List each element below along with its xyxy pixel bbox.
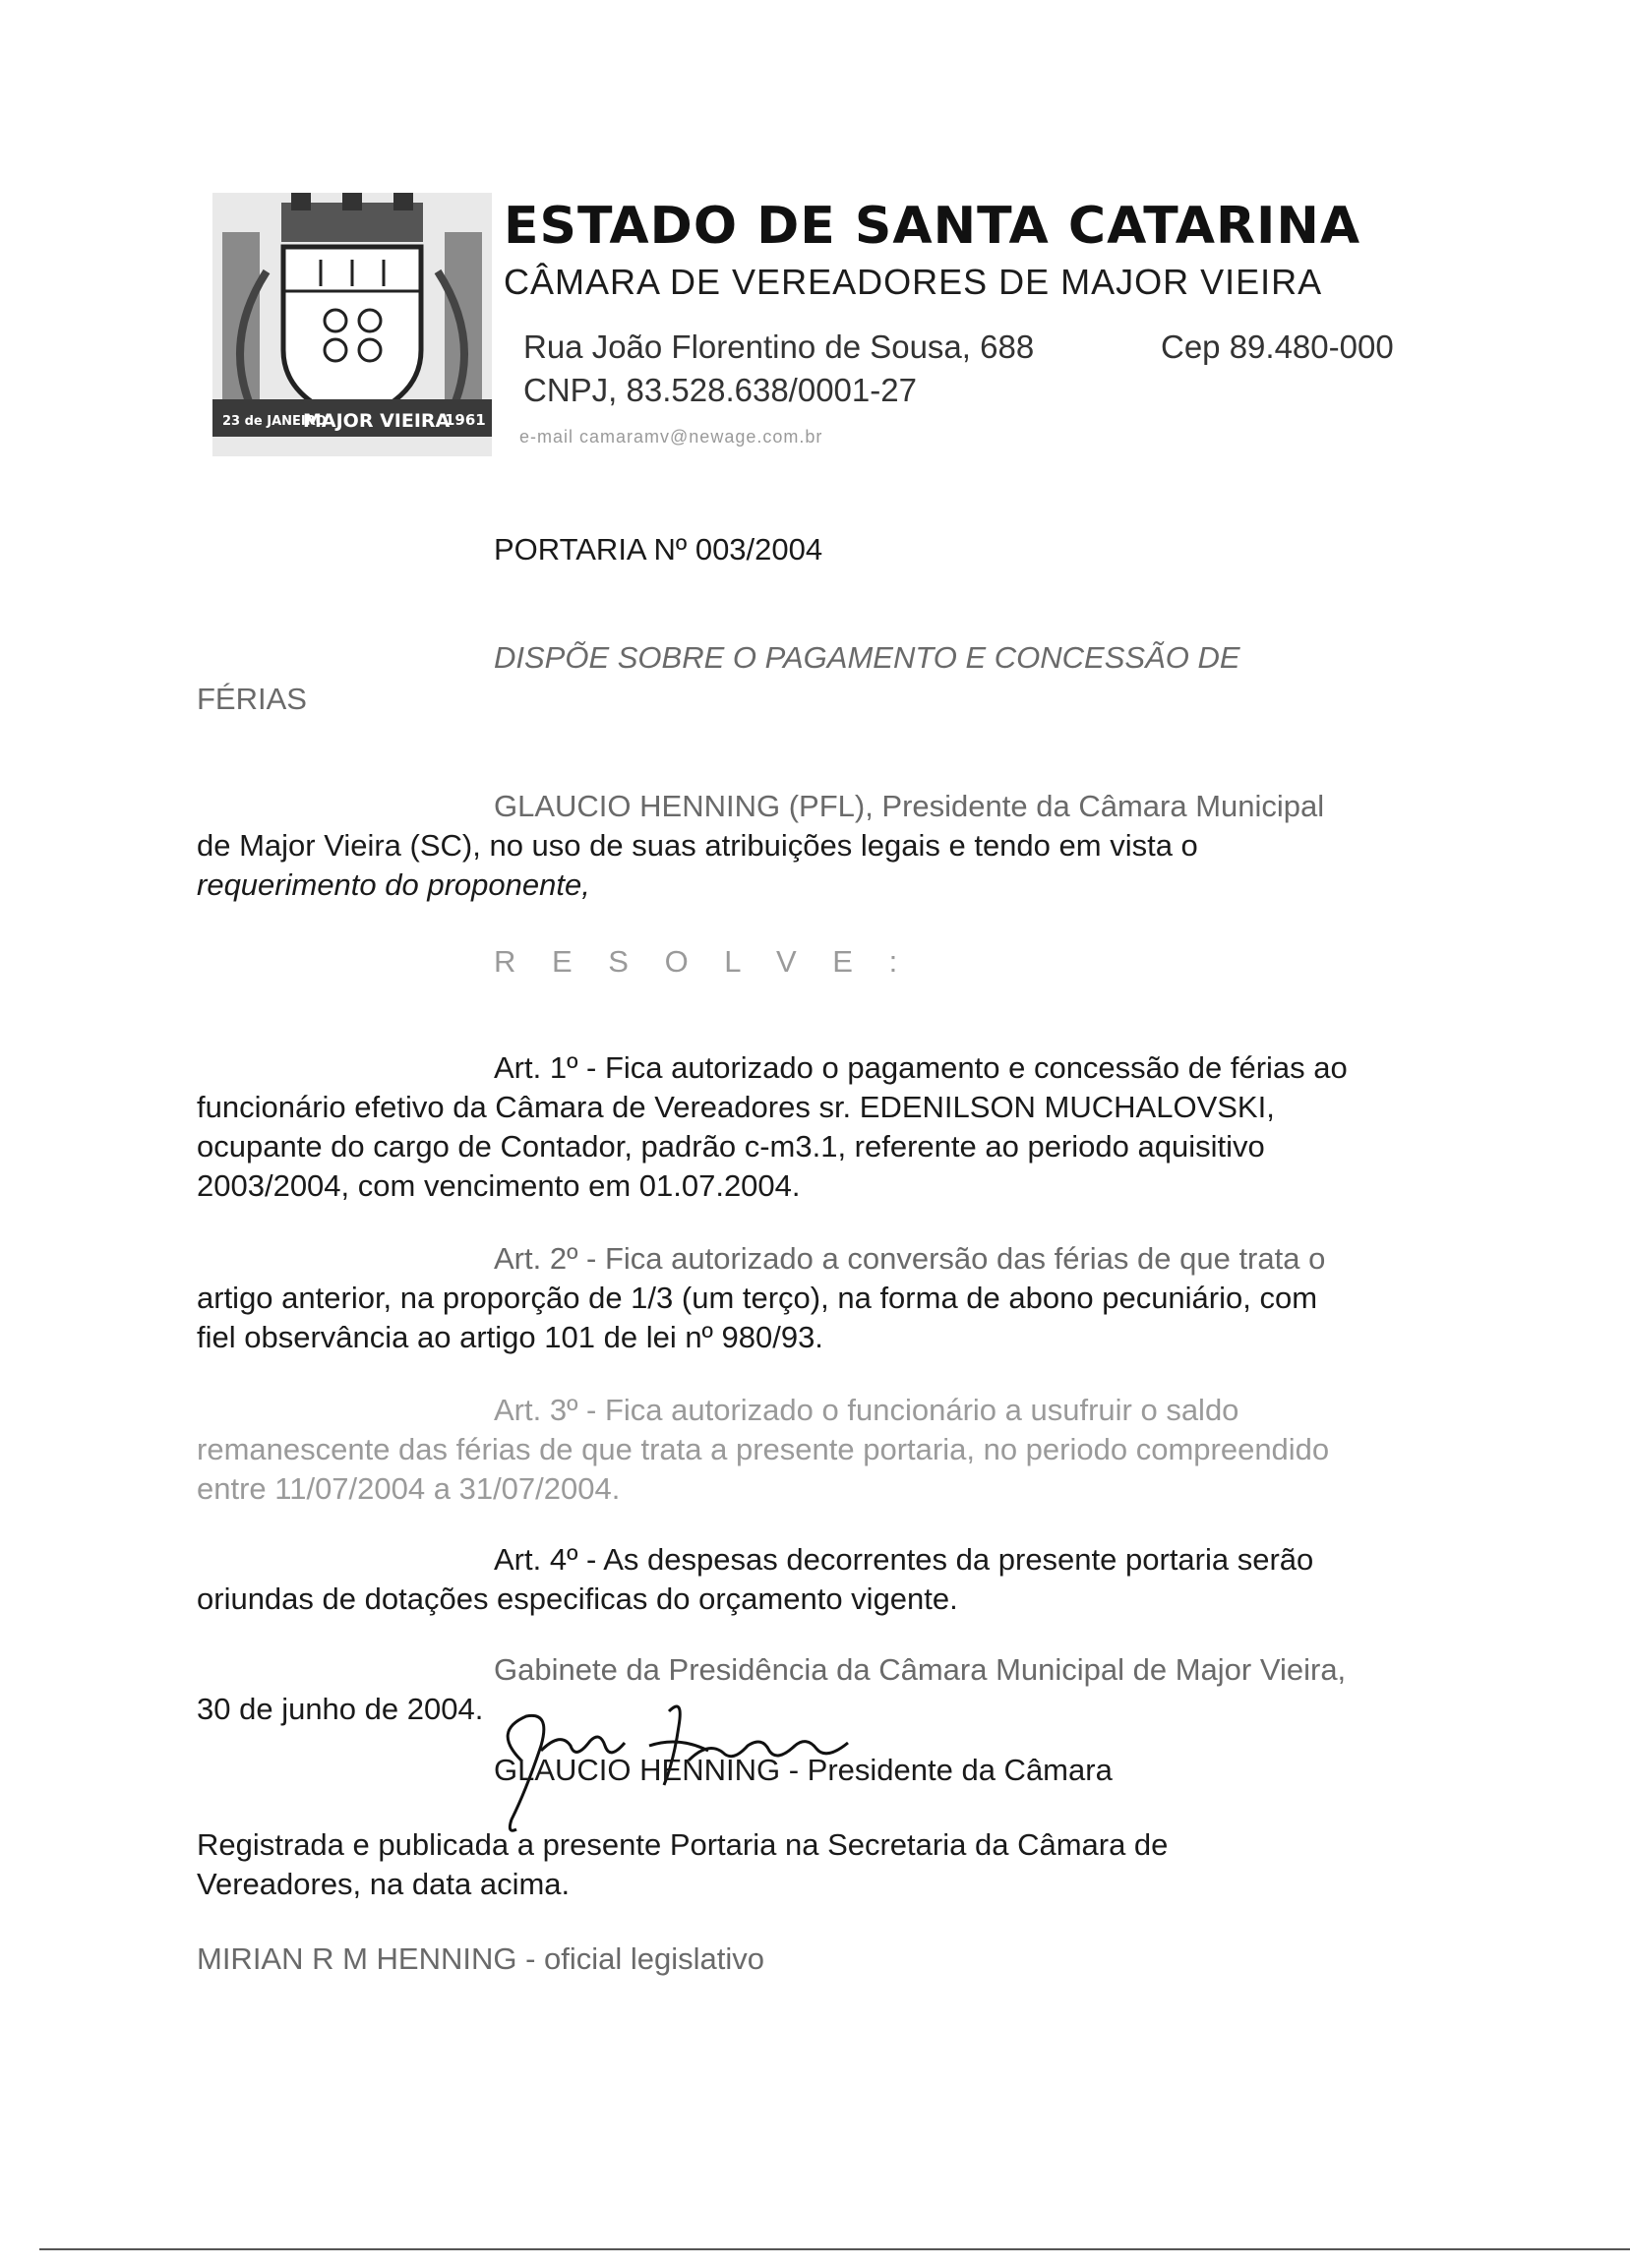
cnpj-line: CNPJ, 83.528.638/0001-27 [523, 372, 917, 408]
coat-of-arms-seal [212, 193, 492, 456]
chamber-heading: CÂMARA DE VEREADORES DE MAJOR VIEIRA [504, 262, 1323, 302]
registration-line-2: Vereadores, na data acima. [197, 1867, 571, 1901]
officer-line: MIRIAN R M HENNING - oficial legislativo [197, 1941, 765, 1976]
art1-line-4: 2003/2004, com vencimento em 01.07.2004. [197, 1168, 801, 1203]
email-line: e-mail camaramv@newage.com.br [519, 427, 823, 447]
closing-line-1: Gabinete da Presidência da Câmara Municipal de Major Vieira, [494, 1652, 1347, 1687]
art3-line-1: Art. 3º - Fica autorizado o funcionário a usufruir o saldo [494, 1393, 1239, 1427]
bottom-rule [39, 2248, 1630, 2250]
document-title: PORTARIA Nº 003/2004 [494, 532, 823, 567]
art1-line-3: ocupante do cargo de Contador, padrão c-m3.1, referente ao periodo aquisitivo [197, 1129, 1265, 1164]
signer-line: GLAUCIO HENNING - Presidente da Câmara [494, 1753, 1113, 1787]
crest-date-text: 23 de JANEIRO [222, 414, 327, 429]
art4-line-1: Art. 4º - As despesas decorrentes da presente portaria serão [494, 1542, 1314, 1577]
art2-line-3: fiel observância ao artigo 101 de lei nº 980/93. [197, 1320, 823, 1354]
subject-line-1: DISPÕE SOBRE O PAGAMENTO E CONCESSÃO DE [494, 640, 1240, 675]
intro-line-1: GLAUCIO HENNING (PFL), Presidente da Câmara Municipal [494, 789, 1325, 823]
intro-line-3: requerimento do proponente, [197, 867, 590, 902]
art1-line-1: Art. 1º - Fica autorizado o pagamento e concessão de férias ao [494, 1050, 1348, 1085]
art1-line-2: funcionário efetivo da Câmara de Vereadores sr. EDENILSON MUCHALOVSKI, [197, 1090, 1275, 1124]
address-line: Rua João Florentino de Sousa, 688 [523, 328, 1035, 365]
intro-line-2: de Major Vieira (SC), no uso de suas atribuições legais e tendo em vista o [197, 828, 1198, 863]
art3-line-2: remanescente das férias de que trata a presente portaria, no periodo compreendido [197, 1432, 1330, 1466]
cep-line: Cep 89.480-000 [1161, 328, 1394, 365]
art2-line-1: Art. 2º - Fica autorizado a conversão das férias de que trata o [494, 1241, 1326, 1276]
resolve-heading: R E S O L V E : [494, 944, 912, 979]
art2-line-2: artigo anterior, na proporção de 1/3 (um terço), na forma de abono pecuniário, com [197, 1281, 1318, 1315]
subject-line-2: FÉRIAS [197, 682, 307, 716]
registration-line-1: Registrada e publicada a presente Portaria na Secretaria da Câmara de [197, 1827, 1169, 1862]
art3-line-3: entre 11/07/2004 a 31/07/2004. [197, 1471, 621, 1506]
crest-name-text: MAJOR VIEIRA [303, 410, 451, 432]
state-heading: ESTADO DE SANTA CATARINA [504, 197, 1361, 256]
crest-year-text: 1961 [445, 411, 486, 429]
closing-line-2: 30 de junho de 2004. [197, 1692, 484, 1726]
art4-line-2: oriundas de dotações especificas do orçamento vigente. [197, 1582, 958, 1616]
